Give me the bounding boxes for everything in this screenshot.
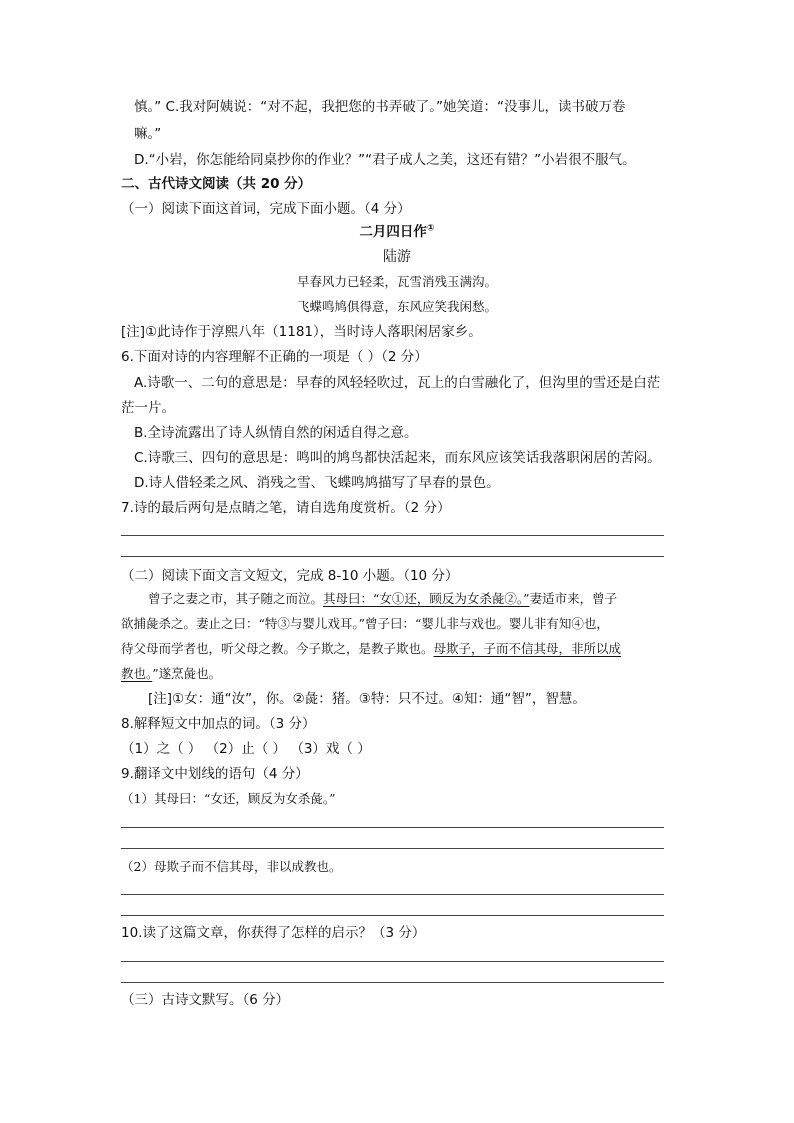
q9-1-answer-line-1[interactable] [121,827,664,828]
passage-note: [注]①女：通“汝”，你。②彘：猪。③特：只不过。④知：通“智”，智慧。 [148,691,586,707]
passage-underline-1: 其母曰：“女①还，顾反为女杀彘②。” [323,591,530,606]
passage-line-4-b: ”遂烹彘也。 [152,666,222,681]
passage-line-4 [121,664,221,684]
passage-underline-2-end: 教也。 [121,666,153,681]
part3-heading: （三）古诗文默写。（6 分） [121,992,290,1008]
passage-line-1 [148,589,617,609]
q6-option-b: B.全诗流露出了诗人纵情自然的闲适自得之意。 [134,425,418,441]
passage-line-3 [121,639,621,659]
q5-option-c-line2: 嘛。” [134,126,162,142]
q9-stem: 9.翻译文中划线的语句（4 分） [121,766,309,782]
q9-1-answer-line-2[interactable] [121,848,664,849]
q7-answer-line-1[interactable] [121,535,664,536]
q9-item-1: （1）其母曰：“女还，顾反为女杀彘。” [121,791,336,806]
q8-stem: 8.解释短文中加点的词。（3 分） [121,716,316,732]
q5-option-c-line1: 慎。” C.我对阿姨说：“对不起，我把您的书弄破了。”她笑道：“没事儿，读书破万卷 [134,99,626,115]
q6-option-a-line2: 茫一片。 [121,400,175,416]
poem-title-footnote-mark: ① [426,223,435,234]
part1-heading: （一）阅读下面这首词，完成下面小题。（4 分） [121,201,411,217]
q6-option-c: C.诗歌三、四句的意思是：鸣叫的鸠鸟都快活起来，而东风应该笑话我落职闲居的苦闷。 [134,450,661,466]
passage-line-1-c: 妻适市来，曾子 [529,591,618,606]
q6-option-a-line1: A.诗歌一、二句的意思是：早春的风轻轻吹过，瓦上的白雪融化了，但沟里的雪还是白茫 [134,375,661,391]
q9-item-2: （2）母欺子而不信其母，非以成教也。 [121,859,342,874]
q7-answer-line-2[interactable] [121,556,664,557]
q6-stem: 6.下面对诗的内容理解不正确的一项是（ ）（2 分） [121,349,428,365]
passage-line-1-a: 曾子之妻之市，其子随之而泣。 [148,591,324,606]
section2-title: 二、古代诗文阅读（共 20 分） [121,176,312,192]
poem-author: 陆游 [383,249,411,265]
q10-answer-line-2[interactable] [121,982,664,983]
q6-option-d: D.诗人借轻柔之风、消残之雪、飞蝶鸣鸠描写了早春的景色。 [134,475,500,491]
q9-2-answer-line-2[interactable] [121,915,664,916]
q10-stem: 10.读了这篇文章，你获得了怎样的启示？（3 分） [121,925,426,941]
q7-stem: 7.诗的最后两句是点睛之笔，请自选角度赏析。（2 分） [121,500,451,516]
poem-note: [注]①此诗作于淳熙八年（1181），当时诗人落职闲居家乡。 [121,324,482,340]
q9-2-answer-line-1[interactable] [121,894,664,895]
part2-heading: （二）阅读下面文言文短文，完成 8-10 小题。（10 分） [121,568,459,584]
passage-line-2: 欲捕彘杀之。妻止之曰：“特③与婴儿戏耳。”曾子曰：“婴儿非与戏也。婴儿非有知④也， [121,616,609,631]
q10-answer-line-1[interactable] [121,961,664,962]
q5-option-d: D.“小岩，你怎能给同桌抄你的作业？”“君子成人之美，这还有错？”小岩很不服气。 [134,152,636,168]
poem-title-text: 二月四日作 [359,224,427,240]
passage-line-3-a: 待父母而学者也，听父母之教。今子欺之，是教子欺也。 [121,641,434,656]
passage-underline-2: 母欺子，子而不信其母，非所以成 [433,641,622,656]
poem-line-2: 飞蝶鸣鸠俱得意，东风应笑我闲愁。 [296,299,497,314]
poem-title [0,222,794,242]
q8-items: （1）之（ ） （2）止（ ） （3）戏（ ） [121,741,371,757]
poem-line-1: 早春风力已轻柔，瓦雪消残玉满沟。 [296,274,497,289]
